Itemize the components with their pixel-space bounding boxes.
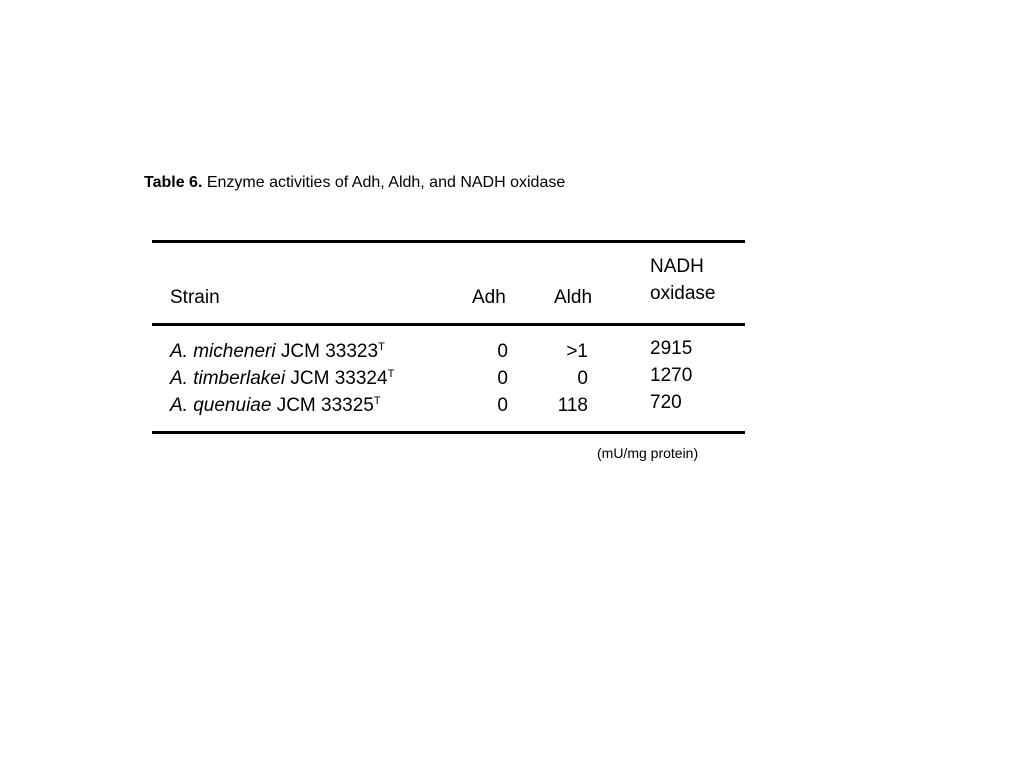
nadh-oxidase-column (650, 335, 692, 416)
adh-column (470, 338, 508, 419)
table-number: Table 6. (144, 174, 203, 191)
header-aldh: Aldh (554, 287, 593, 308)
strain-id: JCM 33323 (280, 341, 379, 362)
type-strain-mark: T (387, 368, 395, 380)
nadh-oxidase-value: 1270 (650, 365, 693, 386)
aldh-value: 118 (557, 395, 588, 416)
strain-column (170, 338, 394, 419)
nadh-oxidase-value: 720 (650, 392, 682, 413)
species-name: A. micheneri (170, 341, 276, 362)
adh-value: 0 (497, 395, 508, 416)
type-strain-mark: T (373, 395, 381, 407)
species-name: A. timberlakei (170, 368, 286, 389)
type-strain-mark: T (378, 341, 385, 353)
table-row (170, 365, 394, 392)
table-bottom-rule (152, 431, 745, 434)
header-nadh-line1: NADH (650, 256, 704, 277)
strain-id: JCM 33324 (290, 368, 388, 389)
nadh-oxidase-value: 2915 (650, 338, 693, 359)
table-title: Enzyme activities of Adh, Aldh, and NADH oxidase (206, 174, 566, 191)
aldh-value: >1 (566, 341, 588, 362)
header-nadh-oxidase (650, 253, 716, 307)
table-header-rule (152, 323, 745, 326)
table-top-rule (152, 240, 745, 243)
units-note: (mU/mg protein) (597, 445, 699, 461)
species-name: A. quenuiae (170, 395, 272, 416)
table-row (170, 392, 394, 419)
header-adh: Adh (472, 287, 506, 308)
strain-id: JCM 33325 (276, 395, 374, 416)
adh-value: 0 (497, 341, 508, 362)
header-nadh-line2: oxidase (650, 283, 716, 304)
adh-value: 0 (497, 368, 508, 389)
table-row (170, 338, 394, 365)
header-strain: Strain (170, 287, 220, 308)
aldh-column (550, 338, 588, 419)
table-caption (144, 174, 565, 192)
aldh-value: 0 (577, 368, 588, 389)
